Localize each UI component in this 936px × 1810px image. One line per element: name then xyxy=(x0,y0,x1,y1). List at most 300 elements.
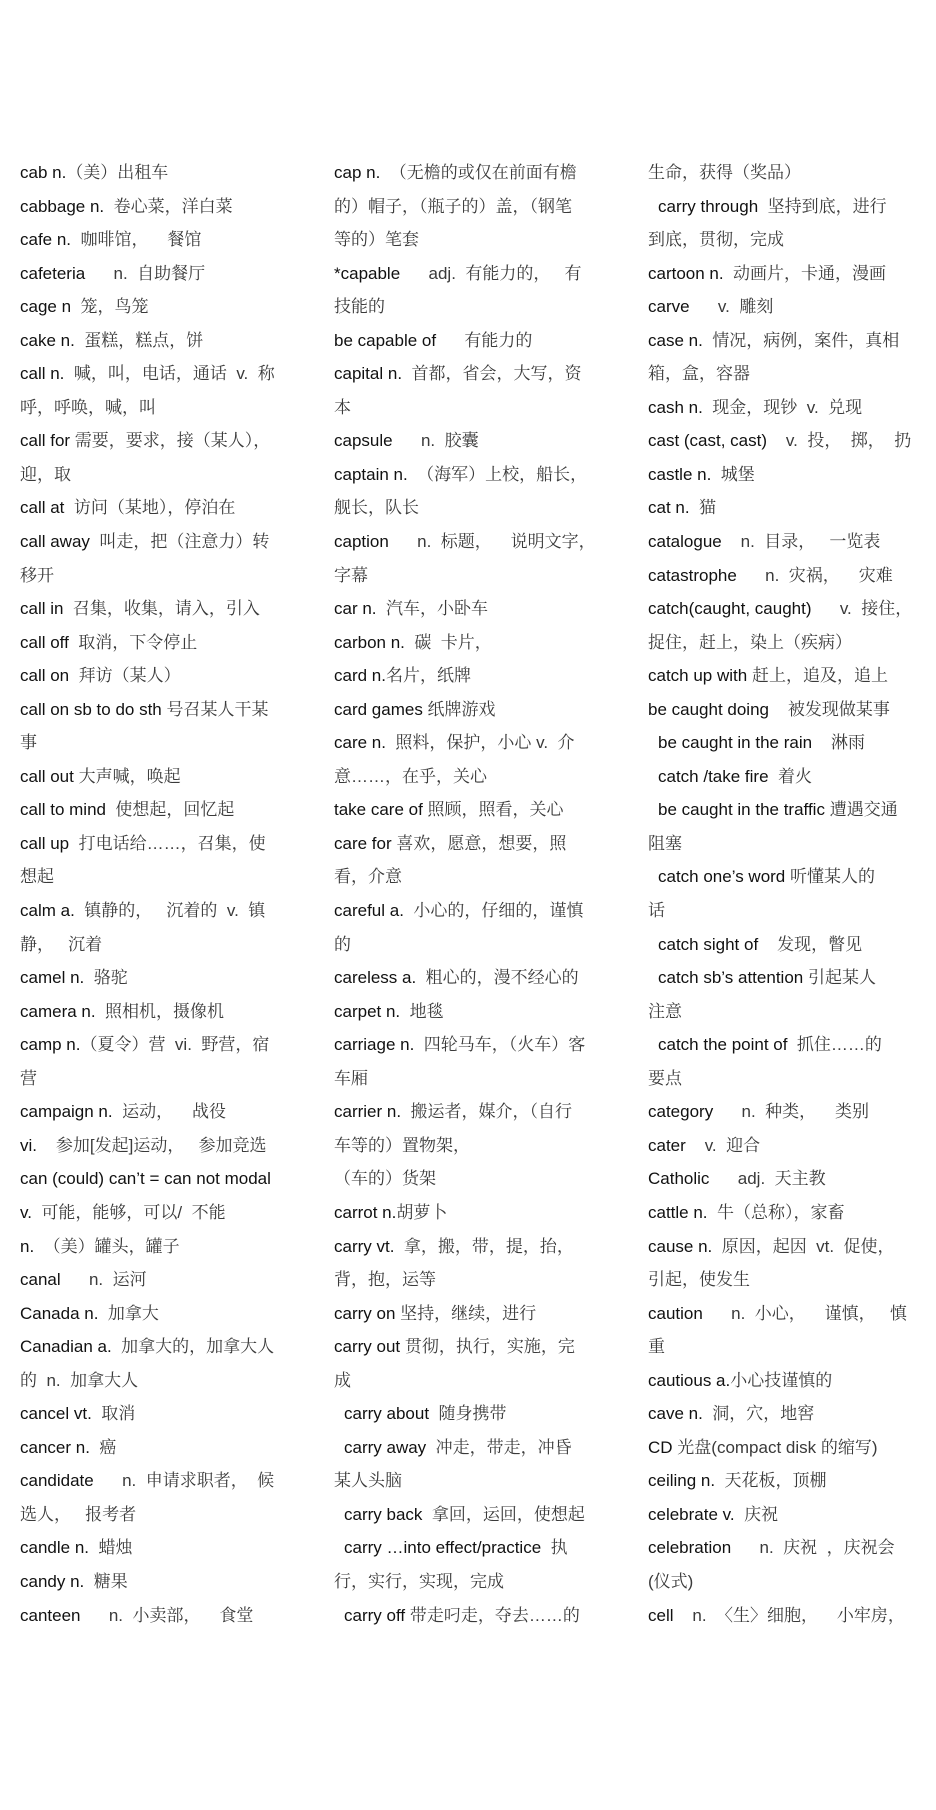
vocabulary-entry xyxy=(334,1230,609,1264)
headword: cancer n. xyxy=(20,1437,90,1457)
definition: （美）出租车 xyxy=(66,163,169,182)
vocabulary-entry-continuation xyxy=(648,995,923,1029)
vocabulary-entry xyxy=(648,1129,923,1163)
vocabulary-entry xyxy=(334,1397,609,1431)
vocabulary-entry xyxy=(334,458,609,492)
definition: 碳 卡片， xyxy=(404,632,492,652)
headword: cap n. xyxy=(334,163,381,182)
headword: carry about xyxy=(344,1404,430,1424)
headword: cafeteria xyxy=(20,263,86,283)
vocabulary-entry xyxy=(648,559,923,593)
definition: 运动， 战役 xyxy=(112,1102,226,1122)
headword: call to mind xyxy=(20,800,106,820)
definition: 拿，搬，带，提，抬， xyxy=(394,1236,574,1256)
headword: caption xyxy=(334,532,389,552)
definition: 生命，获得（奖品） xyxy=(648,163,801,182)
definition: 喊，叫，电话，通话 v. 称 xyxy=(64,364,275,384)
headword: Canadian a. xyxy=(20,1337,112,1357)
vocabulary-entry-continuation xyxy=(334,559,609,593)
definition: 猫 xyxy=(689,498,717,518)
definition: 地毯 xyxy=(400,1001,444,1021)
headword: care for xyxy=(334,833,392,853)
definition: 首都，省会，大写，资 xyxy=(402,364,582,384)
vocabulary-entry xyxy=(334,1028,609,1062)
headword: category xyxy=(648,1102,714,1122)
vocabulary-entry xyxy=(648,1464,923,1498)
definition: 加拿大 xyxy=(98,1303,159,1323)
headword: celebration xyxy=(648,1538,732,1558)
headword: carry vt. xyxy=(334,1236,395,1256)
headword: candy n. xyxy=(20,1571,85,1591)
vocabulary-entry xyxy=(334,659,609,693)
headword: catch sight of xyxy=(658,934,759,954)
definition: 贯彻，执行，实施，完 xyxy=(400,1337,575,1357)
definition: 照顾，照看，关心 xyxy=(422,800,564,820)
headword: CD xyxy=(648,1437,673,1457)
vocabulary-entry-continuation xyxy=(20,726,295,760)
vocabulary-entry xyxy=(648,1397,923,1431)
definition: n. 申请求职者， 候 xyxy=(93,1471,275,1491)
definition: n. 运河 xyxy=(60,1270,147,1290)
vocabulary-entry xyxy=(648,1162,923,1196)
definition: 牛（总称），家畜 xyxy=(707,1202,845,1222)
vocabulary-entry-continuation xyxy=(648,223,923,257)
headword: Canada n. xyxy=(20,1303,99,1323)
definition: 的 n. 加拿大人 xyxy=(20,1370,139,1390)
definition: 要点 xyxy=(648,1068,682,1088)
definition: （海军）上校，船长， xyxy=(407,464,588,484)
definition: 随身携带 xyxy=(429,1404,507,1424)
headword: cafe n. xyxy=(20,230,72,250)
definition: 执 xyxy=(541,1538,568,1558)
headword: carrot n. xyxy=(334,1202,397,1222)
headword: ceiling n. xyxy=(648,1471,716,1491)
definition: 迎，取 xyxy=(20,464,71,484)
vocabulary-entry-continuation xyxy=(334,928,609,962)
definition: 呼，呼唤，喊，叫 xyxy=(20,397,156,417)
definition: 名片，纸牌 xyxy=(385,666,471,686)
definition: 注意 xyxy=(648,1001,682,1021)
vocabulary-entry-continuation xyxy=(648,626,923,660)
vocabulary-entry xyxy=(648,592,923,626)
vocabulary-entry xyxy=(334,961,609,995)
vocabulary-entry-continuation xyxy=(334,1129,609,1163)
headword: be caught doing xyxy=(648,699,769,719)
headword: carry away xyxy=(344,1437,427,1457)
vocabulary-entry xyxy=(334,1196,609,1230)
definition: 动画片，卡通，漫画 xyxy=(723,263,887,283)
vocabulary-entry xyxy=(20,1263,295,1297)
headword: cast (cast, cast) xyxy=(648,431,768,451)
definition: n. 目录， 一览表 xyxy=(721,532,881,552)
vocabulary-entry xyxy=(20,1129,295,1163)
headword: *capable xyxy=(334,263,401,283)
vocabulary-entry-continuation xyxy=(334,860,609,894)
vocabulary-entry xyxy=(20,961,295,995)
headword: call at xyxy=(20,498,65,518)
definition: 捉住，赶上，染上（疾病） xyxy=(648,632,852,652)
definition: v. 接住， xyxy=(811,599,913,619)
vocabulary-entry-continuation xyxy=(20,559,295,593)
vocabulary-entry xyxy=(334,1431,609,1465)
definition: 等的）笔套 xyxy=(334,230,419,250)
vocabulary-entry xyxy=(20,1028,295,1062)
vocabulary-entry xyxy=(648,391,923,425)
vocabulary-entry xyxy=(648,760,923,794)
definition: n. 〈生〉细胞， 小牢房， xyxy=(673,1605,905,1625)
definition: 骆驼 xyxy=(84,968,128,988)
definition: 话 xyxy=(648,901,665,921)
definition: 打电话给……，召集，使 xyxy=(69,833,266,853)
vocabulary-entry-continuation xyxy=(648,357,923,391)
vocabulary-entry-continuation xyxy=(334,1162,609,1196)
headword: careful a. xyxy=(334,901,404,921)
headword: carry off xyxy=(344,1605,406,1625)
vocabulary-entry xyxy=(334,995,609,1029)
definition: 本 xyxy=(334,397,351,417)
headword: be caught in the traffic xyxy=(658,800,825,820)
vocabulary-entry xyxy=(20,760,295,794)
vocabulary-entry-continuation xyxy=(648,1330,923,1364)
vocabulary-entry xyxy=(648,1531,923,1565)
vocabulary-entry-continuation xyxy=(20,1062,295,1096)
definition: 庆祝 xyxy=(734,1504,779,1524)
headword: call off xyxy=(20,632,69,652)
definition: 照料，保护，小心 v. 介 xyxy=(385,733,575,753)
vocabulary-entry xyxy=(20,1196,295,1230)
vocabulary-entry xyxy=(20,1599,295,1633)
definition: n. 小心， 谨慎， 慎 xyxy=(702,1303,907,1323)
vocabulary-entry xyxy=(20,1464,295,1498)
definition: 小心的，仔细的，谨慎 xyxy=(403,901,584,921)
vocabulary-entry xyxy=(648,491,923,525)
headword: carry out xyxy=(334,1337,401,1357)
vocabulary-entry xyxy=(648,458,923,492)
definition: 阻塞 xyxy=(648,833,682,853)
vocabulary-entry xyxy=(20,693,295,727)
definition: 箱，盒，容器 xyxy=(648,364,750,384)
vocabulary-entry xyxy=(334,1095,609,1129)
definition: 取消 xyxy=(91,1404,136,1424)
headword: catch one’s word xyxy=(658,867,786,887)
definition: 卷心菜，洋白菜 xyxy=(104,196,233,216)
definition: 可能，能够，可以/ 不能 xyxy=(31,1202,226,1222)
vocabulary-entry xyxy=(334,1330,609,1364)
headword: call away xyxy=(20,532,90,552)
headword: cash n. xyxy=(648,397,703,417)
headword: carve xyxy=(648,297,690,317)
definition: 洞，穴，地窖 xyxy=(702,1404,815,1424)
vocabulary-entry xyxy=(648,1028,923,1062)
vocabulary-entry-continuation xyxy=(20,458,295,492)
headword: campaign n. xyxy=(20,1102,113,1122)
headword: calm a. xyxy=(20,901,75,921)
definition: adj. 有能力的， 有 xyxy=(400,263,582,283)
vocabulary-entry xyxy=(334,424,609,458)
vocabulary-entry xyxy=(648,1498,923,1532)
headword: catch /take fire xyxy=(658,766,769,786)
vocabulary-entry xyxy=(20,626,295,660)
headword: be capable of xyxy=(334,330,437,350)
headword: catastrophe xyxy=(648,565,737,585)
vocabulary-entry xyxy=(20,491,295,525)
definition: 笼，鸟笼 xyxy=(71,297,149,317)
vocabulary-column-3 xyxy=(648,156,923,1632)
vocabulary-entry xyxy=(648,793,923,827)
definition: 原因，起因 vt. 促使， xyxy=(712,1236,895,1256)
vocabulary-entry xyxy=(20,324,295,358)
vocabulary-entry xyxy=(20,156,295,190)
definition: 行，实行，实现，完成 xyxy=(334,1571,504,1591)
definition: （无檐的或仅在前面有檐 xyxy=(380,163,577,182)
vocabulary-entry xyxy=(648,257,923,291)
headword: camel n. xyxy=(20,968,85,988)
headword: cat n. xyxy=(648,498,690,518)
definition: 坚持，继续，进行 xyxy=(395,1303,537,1323)
definition: 现金，现钞 v. 兑现 xyxy=(702,397,863,417)
definition: 蜡烛 xyxy=(89,1538,133,1558)
headword: caution xyxy=(648,1303,703,1323)
definition: 咖啡馆， 餐馆 xyxy=(71,230,202,250)
headword: cab n. xyxy=(20,163,67,182)
vocabulary-entry-continuation xyxy=(334,1464,609,1498)
vocabulary-entry xyxy=(20,659,295,693)
definition: 背，抱，运等 xyxy=(334,1270,436,1290)
definition: 有能力的 xyxy=(436,330,533,350)
headword: cage n xyxy=(20,297,72,317)
definition: 粗心的，漫不经心的 xyxy=(416,968,579,988)
headword: cave n. xyxy=(648,1404,703,1424)
headword: cater xyxy=(648,1135,686,1155)
definition: 看，介意 xyxy=(334,867,402,887)
vocabulary-entry xyxy=(20,827,295,861)
headword: call on xyxy=(20,666,70,686)
headword: cartoon n. xyxy=(648,263,724,283)
definition: 汽车，小卧车 xyxy=(376,599,488,619)
headword: call in xyxy=(20,599,64,619)
vocabulary-column-1 xyxy=(20,156,295,1632)
definition: v. 迎合 xyxy=(685,1135,761,1155)
definition: 取消，下令停止 xyxy=(68,632,198,652)
vocabulary-entry xyxy=(20,1531,295,1565)
vocabulary-entry xyxy=(648,290,923,324)
vocabulary-entry xyxy=(334,357,609,391)
definition: 的 xyxy=(334,934,351,954)
definition: 大声喊，唤起 xyxy=(73,766,181,786)
definition: 加拿大的，加拿大人 xyxy=(111,1337,275,1357)
vocabulary-entry xyxy=(20,525,295,559)
vocabulary-entry xyxy=(334,1498,609,1532)
vocabulary-entry xyxy=(20,290,295,324)
vocabulary-entry xyxy=(648,1431,923,1465)
definition: 到底，贯彻，完成 xyxy=(648,230,784,250)
vocabulary-entry-continuation xyxy=(334,290,609,324)
vocabulary-entry xyxy=(334,827,609,861)
vocabulary-entry-continuation xyxy=(648,1565,923,1599)
definition: 糖果 xyxy=(84,1571,128,1591)
vocabulary-entry-continuation xyxy=(20,1498,295,1532)
vocabulary-entry xyxy=(648,961,923,995)
vocabulary-entry xyxy=(20,223,295,257)
definition: （美）罐头，罐子 xyxy=(34,1236,180,1256)
headword: Catholic xyxy=(648,1169,710,1189)
headword: candle n. xyxy=(20,1538,89,1558)
definition: 听懂某人的 xyxy=(785,867,875,887)
vocabulary-entry xyxy=(334,257,609,291)
vocabulary-entry xyxy=(20,1095,295,1129)
definition: 重 xyxy=(648,1337,665,1357)
vocabulary-entry xyxy=(20,995,295,1029)
headword: carry on xyxy=(334,1303,396,1323)
vocabulary-entry-continuation xyxy=(20,860,295,894)
vocabulary-entry-continuation xyxy=(648,156,923,190)
vocabulary-column-2 xyxy=(334,156,609,1632)
vocabulary-entry-continuation xyxy=(334,491,609,525)
vocabulary-entry xyxy=(648,1364,923,1398)
headword: n. xyxy=(20,1236,35,1256)
vocabulary-entry xyxy=(648,1230,923,1264)
headword: catch the point of xyxy=(658,1035,788,1055)
headword: car n. xyxy=(334,599,377,619)
definition: 天花板，顶棚 xyxy=(715,1471,827,1491)
vocabulary-entry-continuation xyxy=(334,1364,609,1398)
definition: 某人头脑 xyxy=(334,1471,402,1491)
definition: 叫走，把（注意力）转 xyxy=(89,532,270,552)
definition: 参加[发起]运动， 参加竞选 xyxy=(37,1135,267,1155)
definition: 带走叼走，夺去……的 xyxy=(405,1605,580,1625)
definition: 抓住……的 xyxy=(787,1035,882,1055)
vocabulary-entry xyxy=(334,525,609,559)
headword: canteen xyxy=(20,1605,81,1625)
definition: 遭遇交通 xyxy=(824,800,898,820)
headword: call out xyxy=(20,766,74,786)
headword: cancel vt. xyxy=(20,1404,92,1424)
headword: catalogue xyxy=(648,532,722,552)
definition: 的）帽子，（瓶子的）盖，（钢笔 xyxy=(334,196,572,216)
vocabulary-entry xyxy=(20,592,295,626)
definition: 淋雨 xyxy=(812,733,865,753)
definition: 车等的）置物架， xyxy=(334,1135,470,1155)
definition: 引起，使发生 xyxy=(648,1270,750,1290)
vocabulary-entry xyxy=(334,793,609,827)
vocabulary-entry xyxy=(334,1599,609,1633)
vocabulary-entry xyxy=(334,592,609,626)
headword: cautious a. xyxy=(648,1370,731,1390)
vocabulary-entry xyxy=(20,424,295,458)
headword: carry through xyxy=(658,196,759,216)
vocabulary-entry xyxy=(648,726,923,760)
vocabulary-entry xyxy=(648,659,923,693)
definition: 搬运者，媒介，（自行 xyxy=(401,1102,573,1122)
vocabulary-entry xyxy=(648,1095,923,1129)
vocabulary-entry xyxy=(648,525,923,559)
definition: 城堡 xyxy=(711,464,755,484)
definition: 引起某人 xyxy=(803,968,876,988)
vocabulary-entry xyxy=(20,357,295,391)
headword: cell xyxy=(648,1605,674,1625)
vocabulary-entry-continuation xyxy=(648,1062,923,1096)
headword: candidate xyxy=(20,1471,94,1491)
vocabulary-entry-continuation xyxy=(334,190,609,224)
vocabulary-entry xyxy=(648,693,923,727)
vocabulary-entry-continuation xyxy=(20,1364,295,1398)
vocabulary-entry xyxy=(334,626,609,660)
headword: captain n. xyxy=(334,464,408,484)
headword: carry back xyxy=(344,1504,423,1524)
headword: cattle n. xyxy=(648,1202,708,1222)
headword: carry …into effect/practice xyxy=(344,1538,542,1558)
definition: 发现，瞥见 xyxy=(758,934,863,954)
definition: 召集，收集，请入，引入 xyxy=(63,599,260,619)
definition: 蛋糕，糕点，饼 xyxy=(74,330,204,350)
definition: n. 胶囊 xyxy=(392,431,479,451)
vocabulary-entry xyxy=(648,1599,923,1633)
definition: 胡萝卜 xyxy=(396,1202,448,1222)
headword: cake n. xyxy=(20,330,75,350)
vocabulary-entry xyxy=(648,928,923,962)
headword: camera n. xyxy=(20,1001,96,1021)
headword: capital n. xyxy=(334,364,403,384)
definition: 光盘(compact disk 的缩写) xyxy=(672,1437,878,1457)
definition: 拜访（某人） xyxy=(69,666,181,686)
definition: n. 灾祸， 灾难 xyxy=(736,565,893,585)
headword: celebrate v. xyxy=(648,1504,735,1524)
vocabulary-entry xyxy=(334,693,609,727)
definition: n. 小卖部， 食堂 xyxy=(80,1605,254,1625)
definition: 意……，在乎，关心 xyxy=(334,766,487,786)
definition: 成 xyxy=(334,1370,351,1390)
definition: (仪式) xyxy=(648,1571,694,1591)
headword: call n. xyxy=(20,364,65,384)
headword: canal xyxy=(20,1270,61,1290)
vocabulary-entry-continuation xyxy=(334,223,609,257)
definition: 喜欢，愿意，想要，照 xyxy=(391,833,567,853)
definition: n. 种类， 类别 xyxy=(713,1102,870,1122)
definition: 静， 沉着 xyxy=(20,934,103,954)
headword: catch sb’s attention xyxy=(658,968,804,988)
definition: 癌 xyxy=(89,1437,117,1457)
definition: n. 庆祝 ，庆祝会 xyxy=(731,1538,895,1558)
definition: 着火 xyxy=(768,766,813,786)
definition: 选人， 报考者 xyxy=(20,1504,137,1524)
headword: catch up with xyxy=(648,666,748,686)
vocabulary-entry xyxy=(20,1565,295,1599)
vocabulary-entry xyxy=(20,1431,295,1465)
vocabulary-entry xyxy=(20,1230,295,1264)
definition: 小心技谨慎的 xyxy=(730,1370,833,1390)
headword: call on sb to do sth xyxy=(20,699,162,719)
definition: 冲走，带走，冲昏 xyxy=(426,1437,572,1457)
vocabulary-entry xyxy=(20,257,295,291)
headword: vi. xyxy=(20,1135,37,1155)
vocabulary-entry xyxy=(648,1196,923,1230)
vocabulary-entry xyxy=(20,1330,295,1364)
definition: v. 雕刻 xyxy=(689,297,774,317)
vocabulary-entry xyxy=(20,793,295,827)
headword: case n. xyxy=(648,330,703,350)
vocabulary-entry xyxy=(334,726,609,760)
vocabulary-entry-continuation xyxy=(20,391,295,425)
headword: catch(caught, caught) xyxy=(648,599,812,619)
headword: care n. xyxy=(334,733,386,753)
definition: 舰长，队长 xyxy=(334,498,419,518)
definition: v. 投， 掷， 扔 xyxy=(767,431,912,451)
headword: careless a. xyxy=(334,968,417,988)
definition: 使想起，回忆起 xyxy=(105,800,235,820)
headword: carpet n. xyxy=(334,1001,401,1021)
definition: 被发现做某事 xyxy=(769,699,890,719)
vocabulary-entry xyxy=(20,190,295,224)
